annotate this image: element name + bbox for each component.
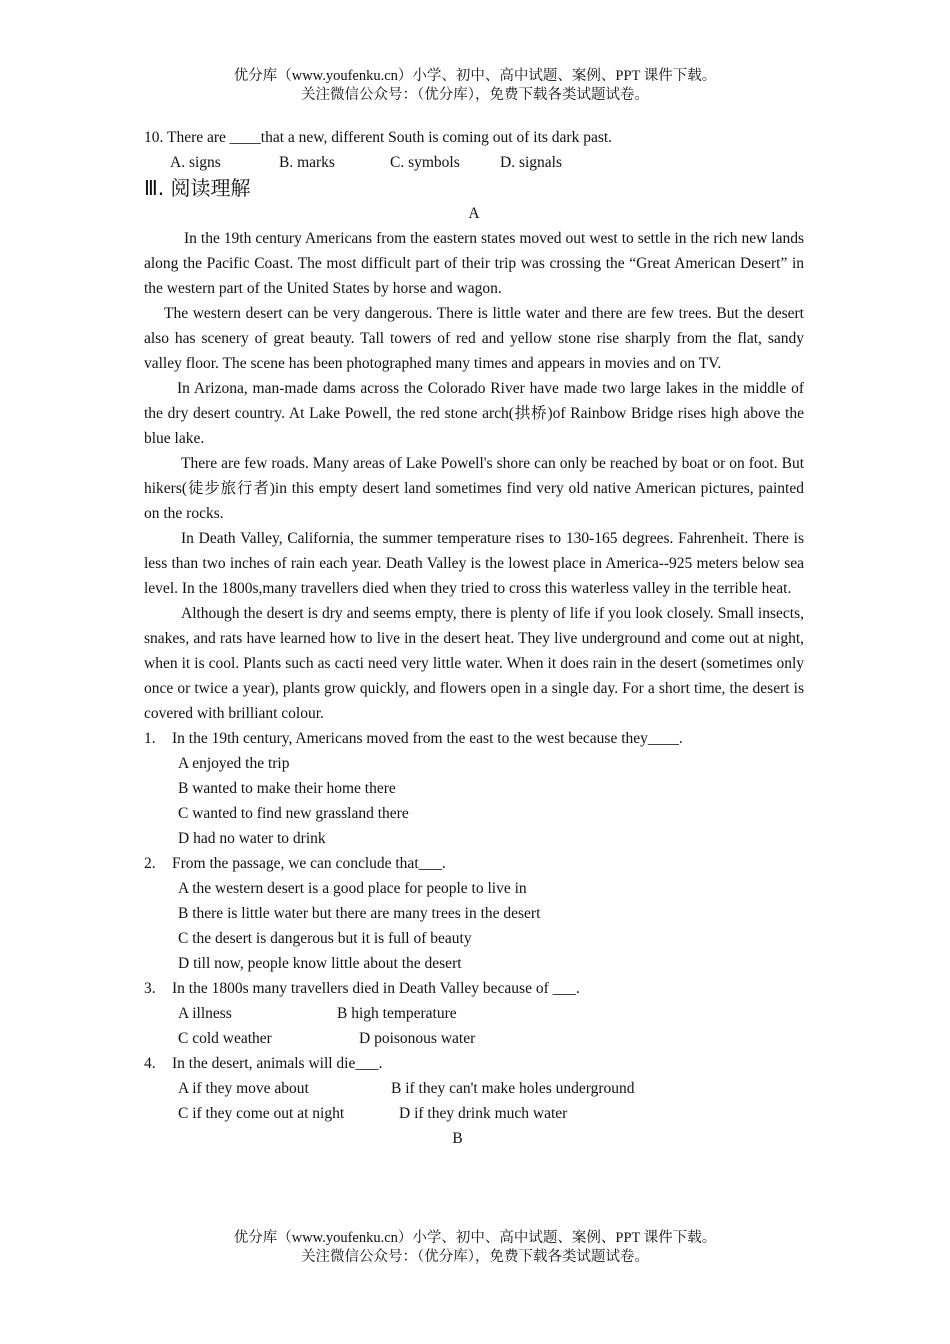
option-d: D had no water to drink	[178, 830, 326, 847]
header-line-1: 优分库（www.youfenku.cn）小学、初中、高中试题、案例、PPT 课件下载。	[233, 68, 717, 84]
question-4	[144, 1051, 804, 1126]
option-a: A illness	[178, 1005, 232, 1022]
question-number: 1.	[144, 730, 156, 747]
question-stem: From the passage, we can conclude that___.	[172, 855, 446, 872]
question-stem: In the 19th century, Americans moved from the east to the west because they____.	[172, 730, 683, 747]
document-body	[144, 125, 804, 1151]
option-c: C. symbols	[390, 154, 460, 171]
header-line-2: 关注微信公众号：（优分库），免费下载各类试题试卷。	[301, 87, 649, 103]
option-b: B. marks	[279, 154, 335, 171]
question-3	[144, 976, 804, 1051]
option-d: D till now, people know little about the desert	[178, 955, 462, 972]
option-c: C the desert is dangerous but it is full of beauty	[178, 930, 472, 947]
question-1	[144, 726, 804, 851]
question-stem: In the desert, animals will die___.	[172, 1055, 383, 1072]
question-number: 4.	[144, 1055, 156, 1072]
option-a: A. signs	[170, 154, 221, 171]
question-number: 2.	[144, 855, 156, 872]
option-c: C wanted to find new grassland there	[178, 805, 409, 822]
question-10-options	[144, 150, 804, 175]
option-b: B high temperature	[337, 1005, 457, 1022]
option-b: B there is little water but there are many trees in the desert	[178, 905, 541, 922]
paragraph-5: In Death Valley, California, the summer temperature rises to 130-165 degrees. Fahrenheit. There is less than two inches of rain each year. Death Valley is the lowest place in America--925 meters below sea level. In the 1800s,many travellers died when they tried to cross this waterless valley in the terrible heat.	[144, 530, 804, 597]
question-stem: In the 1800s many travellers died in Death Valley because of ___.	[172, 980, 580, 997]
section-title: Ⅲ. 阅读理解	[144, 176, 251, 200]
option-b: B wanted to make their home there	[178, 780, 396, 797]
option-a: A enjoyed the trip	[178, 755, 290, 772]
option-d: D if they drink much water	[399, 1105, 568, 1122]
question-number: 3.	[144, 980, 156, 997]
passage-b-label: B	[452, 1130, 463, 1147]
passage-a-label: A	[468, 205, 480, 222]
option-a: A the western desert is a good place for people to live in	[178, 880, 527, 897]
option-d: D poisonous water	[359, 1030, 476, 1047]
paragraph-1: In the 19th century Americans from the eastern states moved out west to settle in the rich new lands along the Pacific Coast. The most difficult part of their trip was crossing the “Great American Desert” in the western part of the United States by horse and wagon.	[144, 230, 804, 297]
option-b: B if they can't make holes underground	[391, 1080, 635, 1097]
footer-line-1: 优分库（www.youfenku.cn）小学、初中、高中试题、案例、PPT 课件下载。	[233, 1230, 717, 1246]
option-c: C if they come out at night	[178, 1105, 345, 1122]
footer-line-2: 关注微信公众号：（优分库），免费下载各类试题试卷。	[301, 1249, 649, 1265]
page-header	[0, 67, 950, 105]
paragraph-6: Although the desert is dry and seems empty, there is plenty of life if you look closely. Small insects, snakes, and rats have learned how to live in the desert heat. They live underground and come out at night, when it is cool. Plants such as cacti need very little water. When it does rain in the desert (sometimes only once or twice a year), plants grow quickly, and flowers open in a single day. For a short time, the desert is covered with brilliant colour.	[144, 605, 804, 722]
paragraph-2: The western desert can be very dangerous. There is little water and there are few trees. But the desert also has scenery of great beauty. Tall towers of red and yellow stone rise sharply from the flat, sandy valley floor. The scene has been photographed many times and appears in movies and on TV.	[144, 305, 804, 372]
option-c: C cold weather	[178, 1030, 272, 1047]
option-d: D. signals	[500, 154, 562, 171]
question-10-stem: 10. There are ____that a new, different South is coming out of its dark past.	[144, 129, 613, 146]
paragraph-3: In Arizona, man-made dams across the Colorado River have made two large lakes in the middle of the dry desert country. At Lake Powell, the red stone arch(拱桥)of Rainbow Bridge rises high above the blue lake.	[144, 380, 804, 447]
paragraph-4: There are few roads. Many areas of Lake Powell's shore can only be reached by boat or on foot. But hikers(徒步旅行者)in this empty desert land sometimes find very old native American pictures, painted on the rocks.	[144, 455, 804, 522]
option-a: A if they move about	[178, 1080, 309, 1097]
question-2	[144, 851, 804, 976]
page-footer	[0, 1229, 950, 1267]
